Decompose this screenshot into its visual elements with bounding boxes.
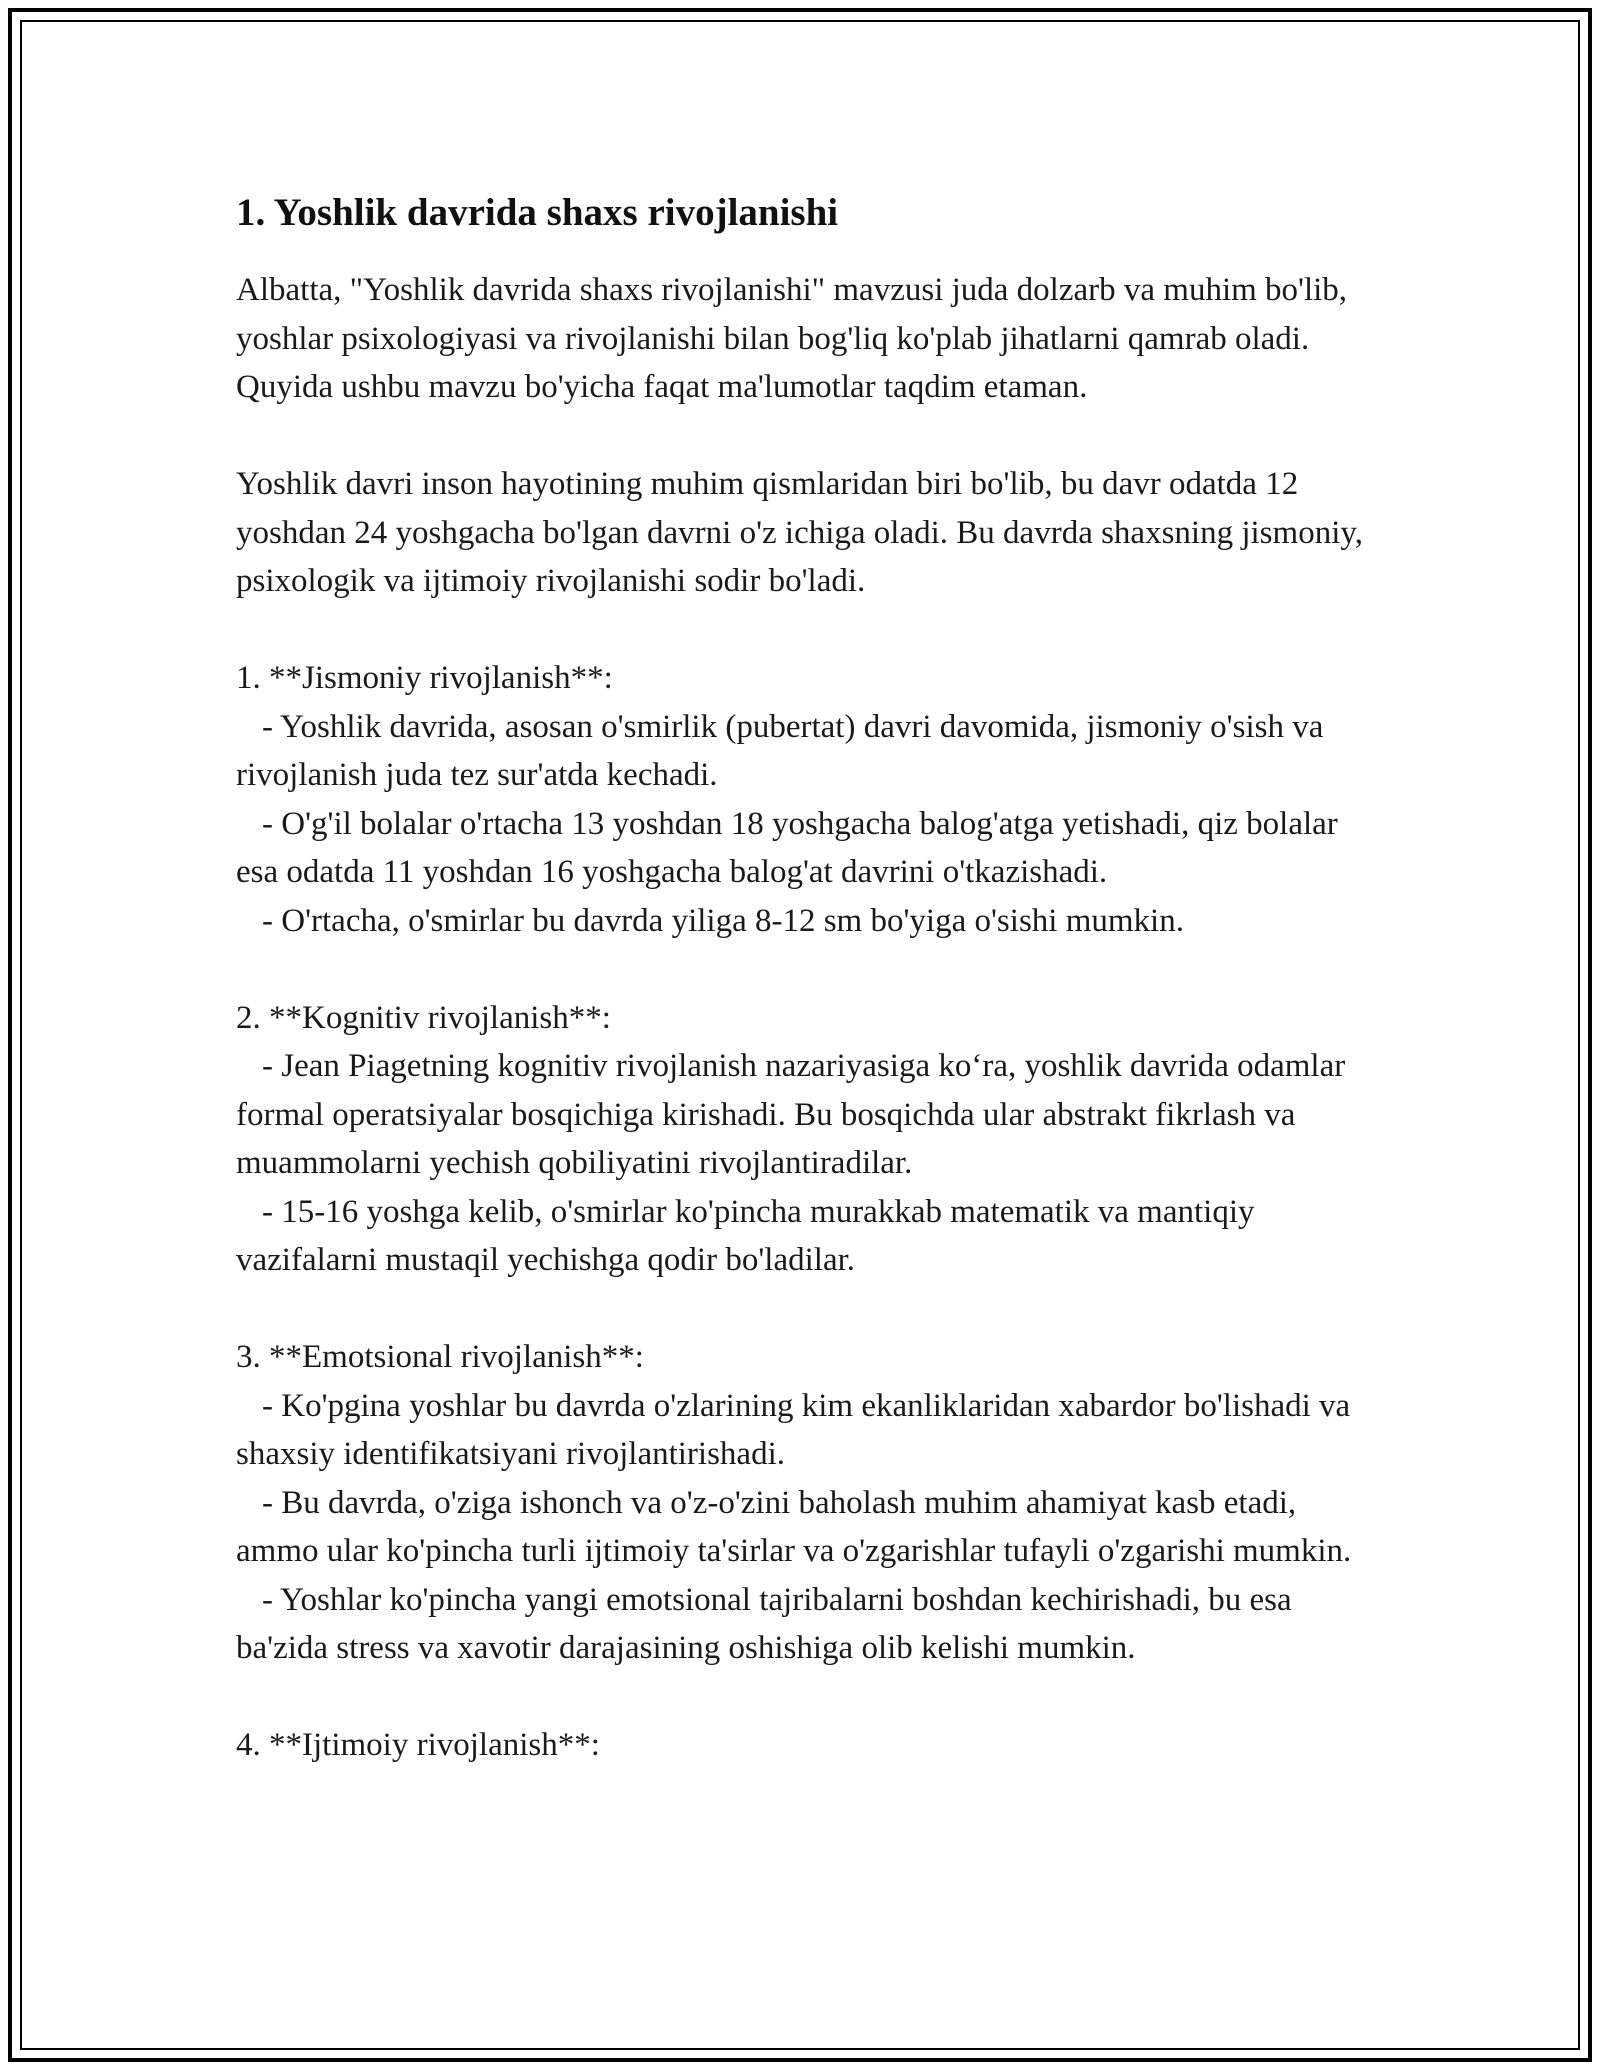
list-item: - Yoshlik davrida, asosan o'smirlik (pubertat) davri davomida, jismoniy o'sish va rivojlanish juda tez sur'atda kechadi.: [236, 708, 1324, 793]
list-item: - O'rtacha, o'smirlar bu davrda yiliga 8-12 sm bo'yiga o'sishi mumkin.: [262, 902, 1184, 939]
intro-text: Albatta, "Yoshlik davrida shaxs rivojlanishi" mavzusi juda dolzarb va muhim bo'lib, yoshlar psixologiyasi va rivojlanishi bilan bog'liq ko'plab jihatlarni qamrab oladi. Quyida ushbu mavzu bo'yicha faqat ma'lumotlar taqdim etaman.: [236, 272, 1348, 405]
document-title: 1. Yoshlik davrida shaxs rivojlanishi: [236, 191, 839, 234]
section-heading: 2. **Kognitiv rivojlanish**:: [236, 999, 611, 1036]
list-item: - 15-16 yoshga kelib, o'smirlar ko'pincha murakkab matematik va mantiqiy vazifalarni mustaqil yechishga qodir bo'ladilar.: [236, 1193, 1255, 1278]
section-emotional: [236, 1333, 1386, 1673]
list-item: - Bu davrda, o'ziga ishonch va o'z-o'zini baholash muhim ahamiyat kasb etadi, ammo ular ko'pincha turli ijtimoiy ta'sirlar va o'zgarishlar tufayli o'zgarishi mumkin.: [236, 1484, 1352, 1569]
section-cognitive: [236, 994, 1386, 1285]
list-item: - Jean Piagetning kognitiv rivojlanish nazariyasiga ko‘ra, yoshlik davrida odamlar formal operatsiyalar bosqichiga kirishadi. Bu bosqichda ular abstrakt fikrlash va muammolarni yechish qobiliyatini rivojlantiradilar.: [236, 1048, 1346, 1181]
overview-text: Yoshlik davri inson hayotining muhim qismlaridan biri bo'lib, bu davr odatda 12 yoshdan 24 yoshgacha bo'lgan davrni o'z ichiga oladi. Bu davrda shaxsning jismoniy, psixologik va ijtimoiy rivojlanishi sodir bo'ladi.: [236, 466, 1363, 599]
section-physical: [236, 654, 1386, 945]
intro-paragraph: [236, 266, 1386, 412]
section-heading: 4. **Ijtimoiy rivojlanish**:: [236, 1727, 600, 1763]
section-heading: 1. **Jismoniy rivojlanish**:: [236, 660, 613, 696]
list-item: - O'g'il bolalar o'rtacha 13 yoshdan 18 yoshgacha balog'atga yetishadi, qiz bolalar esa odatda 11 yoshdan 16 yoshgacha balog'at davrini o'tkazishadi.: [236, 805, 1338, 890]
section-social: [236, 1721, 1386, 1770]
document-body: [236, 186, 1386, 1818]
overview-paragraph: [236, 460, 1386, 606]
section-heading: 3. **Emotsional rivojlanish**:: [236, 1339, 644, 1375]
list-item: - Yoshlar ko'pincha yangi emotsional tajribalarni boshdan kechirishadi, bu esa ba'zida stress va xavotir darajasining oshishiga olib kelishi mumkin.: [236, 1581, 1292, 1666]
list-item: - Ko'pgina yoshlar bu davrda o'zlarining kim ekanliklaridan xabardor bo'lishadi va shaxsiy identifikatsiyani rivojlantirishadi.: [236, 1387, 1351, 1472]
